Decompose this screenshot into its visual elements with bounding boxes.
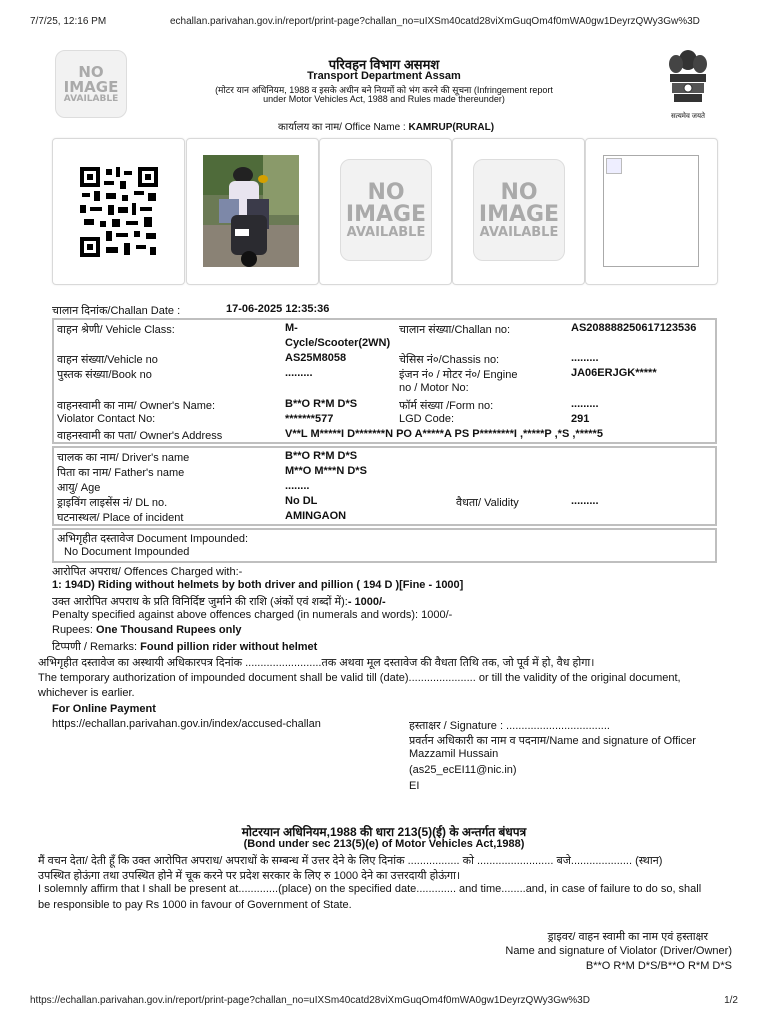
validity-label: वैधता/ Validity xyxy=(456,497,519,509)
page-number: 1/2 xyxy=(724,995,738,1006)
no-image-placeholder: NO IMAGE AVAILABLE xyxy=(473,159,565,261)
engine-value: JA06ERJGK***** xyxy=(571,367,657,379)
offence-item: 1: 194D) Riding without helmets by both driver and pillion ( 194 D )[Fine - 1000] xyxy=(52,579,464,591)
owner-address-value: V**L M*****I D*******N PO A*****A PS P********I ,*****P ,*S ,*****5 xyxy=(285,428,603,440)
temp-auth-en-1: The temporary authorization of impounded document shall be valid till (date)...................... or till the validity of the original document, xyxy=(38,672,681,684)
bond-hindi-2: उपस्थित होऊंगा तथा उपस्थित होने में चूक करने पर प्रदेश सरकार के लिए रु 1000 देने का उत्तरदायी होऊंगा। xyxy=(38,870,461,882)
chassis-value: ......... xyxy=(571,352,599,364)
owner-name-value: B**O R*M D*S xyxy=(285,398,358,410)
no-image-logo: NO IMAGE AVAILABLE xyxy=(55,50,127,118)
fine-hindi: उक्त आरोपित अपराध के प्रति विनिर्दिष्ट जुर्माने की राशि (अंकों एवं शब्दों में):- 1000/- xyxy=(52,596,386,608)
driver-name-label: चालक का नाम/ Driver's name xyxy=(57,452,190,464)
vehicle-class-value-1: M- xyxy=(285,322,298,334)
remarks-text: टिप्पणी / Remarks: Found pillion rider without helmet xyxy=(52,641,318,653)
broken-image-icon xyxy=(603,155,699,267)
bond-title-hindi: मोटरयान अधिनियम,1988 की धारा 213(5)(ई) के अन्तर्गत बंधपत्र xyxy=(241,825,527,839)
father-name-value: M**O M***N D*S xyxy=(285,465,367,477)
print-url: echallan.parivahan.gov.in/report/print-page?challan_no=uIXSm40catd28viXmGuqOm4f0mWA0gw1DeyrzQWy3Gw%3D xyxy=(170,16,700,27)
officer-email: (as25_ecEI11@nic.in) xyxy=(409,764,517,776)
online-payment-label: For Online Payment xyxy=(52,703,156,715)
vehicle-details-box xyxy=(52,318,717,444)
place-label: घटनास्थल/ Place of incident xyxy=(57,512,184,524)
form-no-label: फॉर्म संख्या /Form no: xyxy=(399,400,494,412)
age-label: आयु/ Age xyxy=(57,482,101,494)
place-value: AMINGAON xyxy=(285,510,347,522)
engine-label-2: no / Motor No: xyxy=(399,382,469,394)
incident-photo xyxy=(203,155,299,267)
penalty-text: Penalty specified against above offences charged (in numerals and words): 1000/- xyxy=(52,609,453,621)
vehicle-class-label: वाहन श्रेणी/ Vehicle Class: xyxy=(57,324,175,336)
footer-url: https://echallan.parivahan.gov.in/report/print-page?challan_no=uIXSm40catd28viXmGuqOm4f0mWA0gw1DeyrzQWy3Gw%3D xyxy=(30,995,590,1006)
image-tile-5 xyxy=(585,138,718,285)
impound-value: No Document Impounded xyxy=(64,546,190,558)
form-no-value: ......... xyxy=(571,398,599,410)
emblem-caption: सत्यमेव जयते xyxy=(670,113,706,120)
dept-subtitle-1: (मोटर यान अधिनियम, 1988 व इसके अधीन बने नियमों को भंग करने की सूचना (Infringement report xyxy=(215,85,553,95)
qr-code-tile xyxy=(52,138,185,285)
challan-no-label: चालान संख्या/Challan no: xyxy=(399,324,511,336)
violator-sig-hindi: ड्राइवर/ वाहन स्वामी का नाम एवं हस्ताक्षर xyxy=(547,931,708,943)
validity-value: ......... xyxy=(571,495,599,507)
father-name-label: पिता का नाम/ Father's name xyxy=(57,467,185,479)
officer-name: Mazzamil Hussain xyxy=(409,748,499,760)
violator-names: B**O R*M D*S/B**O R*M D*S xyxy=(585,960,732,972)
temp-auth-en-2: whichever is earlier. xyxy=(38,687,135,699)
contact-label: Violator Contact No: xyxy=(57,413,156,425)
driver-details-box xyxy=(52,446,717,526)
challan-date-label: चालान दिनांक/Challan Date : xyxy=(52,305,181,317)
challan-date-value: 17-06-2025 12:35:36 xyxy=(226,303,330,315)
bond-en-1: I solemnly affirm that I shall be present at.............(place) on the specified date............. and time........and, in case of failure to do so, shall xyxy=(38,883,702,895)
print-timestamp: 7/7/25, 12:16 PM xyxy=(30,16,107,27)
impound-box xyxy=(52,528,717,563)
engine-label-1: इंजन नं० / मोटर नं०/ Engine xyxy=(399,369,518,381)
driver-name-value: B**O R*M D*S xyxy=(285,450,358,462)
officer-name-label: प्रवर्तन अधिकारी का नाम व पदनाम/Name and signature of Officer xyxy=(409,735,696,747)
dept-title-hindi: परिवहन विभाग असमश xyxy=(328,57,440,72)
rupees-text: Rupees: One Thousand Rupees only xyxy=(52,624,242,636)
office-name: कार्यालय का नाम/ Office Name : KAMRUP(RURAL) xyxy=(278,122,495,133)
challan-no-value: AS208888250617123536 xyxy=(571,322,697,334)
owner-address-label: वाहनस्वामी का पता/ Owner's Address xyxy=(57,430,223,442)
offences-label: आरोपित अपराध/ Offences Charged with:- xyxy=(52,566,243,578)
lgd-label: LGD Code: xyxy=(399,413,455,425)
dept-subtitle-2: under Motor Vehicles Act, 1988 and Rules made thereunder) xyxy=(263,94,505,104)
officer-rank: EI xyxy=(409,780,420,792)
bond-en-2: be responsible to pay Rs 1000 in favour of Government of State. xyxy=(38,899,352,911)
book-no-label: पुस्तक संख्या/Book no xyxy=(57,369,152,381)
impound-label: अभिगृहीत दस्तावेज Document Impounded: xyxy=(57,533,249,545)
image-tile-4 xyxy=(452,138,585,285)
dept-title: Transport Department Assam xyxy=(307,70,461,82)
age-value: ........ xyxy=(285,480,310,492)
qr-code-icon xyxy=(80,167,158,260)
national-emblem-icon xyxy=(662,46,714,112)
vehicle-class-value-2: Cycle/Scooter(2WN) xyxy=(285,337,391,349)
dl-value: No DL xyxy=(285,495,318,507)
online-payment-link[interactable]: https://echallan.parivahan.gov.in/index/accused-challan xyxy=(52,718,321,730)
lgd-value: 291 xyxy=(571,413,590,425)
bond-title: (Bond under sec 213(5)(e) of Motor Vehicles Act,1988) xyxy=(243,838,525,850)
officer-signature: हस्ताक्षर / Signature : .................................. xyxy=(409,720,610,732)
violator-sig-label: Name and signature of Violator (Driver/Owner) xyxy=(505,945,732,957)
contact-value: *******577 xyxy=(285,413,334,425)
chassis-label: चेसिस नं०/Chassis no: xyxy=(399,354,500,366)
temp-auth-hindi: अभिगृहीत दस्तावेज का अस्थायी अधिकारपत्र दिनांक .........................तक अथवा मूल दस्तावेज की वैधता तिथि तक, जो पूर्व में हो, वैध होगा। xyxy=(38,657,595,669)
no-image-placeholder: NO IMAGE AVAILABLE xyxy=(340,159,432,261)
vehicle-no-label: वाहन संख्या/Vehicle no xyxy=(57,354,158,366)
image-tile-3 xyxy=(319,138,452,285)
vehicle-no-value: AS25M8058 xyxy=(285,352,347,364)
book-no-value: ......... xyxy=(285,367,313,379)
owner-name-label: वाहनस्वामी का नाम/ Owner's Name: xyxy=(57,400,216,412)
bond-hindi-1: मैं वचन देता/ देती हूँ कि उक्त आरोपित अपराध/ अपराधों के सम्बन्ध में उत्तर देने के लिए दिनांक ................. को ......................... बजे.................... (स्थान) xyxy=(38,855,663,867)
incident-photo-tile xyxy=(186,138,319,285)
dl-label: ड्राइविंग लाइसेंस नं/ DL no. xyxy=(57,497,168,509)
